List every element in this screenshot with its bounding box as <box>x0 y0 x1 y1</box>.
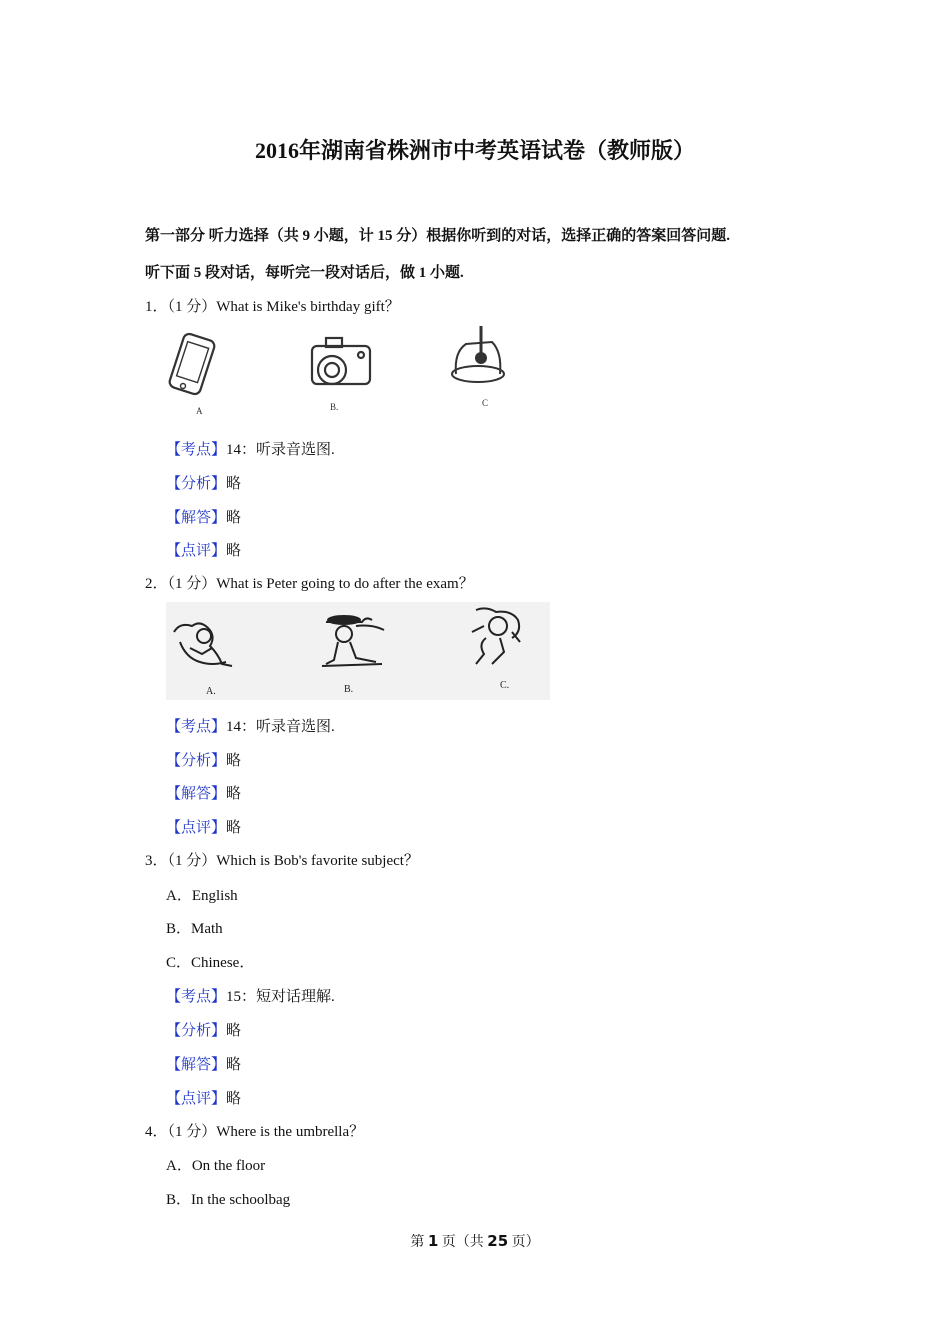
page-number: 1 <box>427 1232 439 1250</box>
jieda-row <box>166 782 241 803</box>
kaodian-row <box>166 438 335 459</box>
option-a: A．On the floor <box>166 1158 266 1174</box>
jieda-row <box>166 1053 241 1074</box>
dianping-text: 略 <box>226 820 242 836</box>
camera-icon <box>312 338 370 384</box>
question-text: （1 分）What is Peter going to do after the exam？ <box>167 576 474 592</box>
question-number: 1． <box>145 299 168 315</box>
question-1 <box>145 295 400 316</box>
option-label: C <box>482 398 489 408</box>
tag-kaodian: 【考点】 <box>166 719 227 735</box>
fenxi-text: 略 <box>226 476 242 492</box>
toy-icon <box>452 326 504 382</box>
fenxi-text: 略 <box>226 1023 242 1039</box>
tag-kaodian: 【考点】 <box>166 989 227 1005</box>
dianping-row <box>166 539 241 560</box>
option-c: C．Chinese． <box>166 955 255 971</box>
question-2-picture <box>166 602 550 700</box>
phone-icon <box>168 332 216 395</box>
option-a: A．English <box>166 888 238 904</box>
fenxi-row <box>166 472 241 493</box>
tag-kaodian: 【考点】 <box>166 442 227 458</box>
tag-jieda: 【解答】 <box>166 786 227 802</box>
dianping-row <box>166 816 241 837</box>
tag-fenxi: 【分析】 <box>166 476 227 492</box>
question-4 <box>145 1120 364 1141</box>
question-text: （1 分）Which is Bob's favorite subject？ <box>167 853 419 869</box>
footer-prefix: 第 <box>410 1235 428 1250</box>
section-heading: 第一部分 听力选择（共 9 小题，计 15 分）根据你听到的对话，选择正确的答案回答问题. <box>145 228 731 244</box>
kaodian-text: 15：短对话理解. <box>226 989 335 1005</box>
dianping-text: 略 <box>226 1091 242 1107</box>
tag-dianping: 【点评】 <box>166 543 227 559</box>
kaodian-text: 14：听录音选图. <box>226 719 335 735</box>
jieda-text: 略 <box>226 1057 242 1073</box>
option-label: A. <box>206 686 216 697</box>
option-label: C. <box>500 680 510 691</box>
jieda-text: 略 <box>226 786 242 802</box>
option-label: B. <box>344 684 354 695</box>
option-b: B．Math <box>166 921 223 937</box>
question-2-images <box>166 602 550 700</box>
option-b: B．In the schoolbag <box>166 1192 291 1208</box>
fenxi-row <box>166 1019 241 1040</box>
question-2 <box>145 572 474 593</box>
page-total: 25 <box>487 1232 509 1250</box>
dianping-row <box>166 1087 241 1108</box>
fenxi-row <box>166 749 241 770</box>
kaodian-row <box>166 985 335 1006</box>
question-number: 3． <box>145 853 168 869</box>
tag-fenxi: 【分析】 <box>166 753 227 769</box>
tag-dianping: 【点评】 <box>166 820 227 836</box>
question-text: （1 分）What is Mike's birthday gift？ <box>167 299 400 315</box>
dianping-text: 略 <box>226 543 242 559</box>
footer-suffix: 页） <box>508 1235 540 1250</box>
tag-jieda: 【解答】 <box>166 510 227 526</box>
page-title: 2016年湖南省株洲市中考英语试卷（教师版） <box>254 138 695 163</box>
kaodian-text: 14：听录音选图. <box>226 442 335 458</box>
person-dancing-icon <box>472 608 520 664</box>
question-3 <box>145 849 419 870</box>
tag-dianping: 【点评】 <box>166 1091 227 1107</box>
option-label: A <box>196 406 203 416</box>
person-cowboy-icon <box>322 616 384 666</box>
jieda-row <box>166 506 241 527</box>
option-label: B. <box>330 402 339 412</box>
question-text: （1 分）Where is the umbrella？ <box>167 1124 365 1140</box>
question-1-images <box>166 322 546 416</box>
tag-fenxi: 【分析】 <box>166 1023 227 1039</box>
footer-middle: 页（共 <box>438 1235 488 1250</box>
section-subheading: 听下面 5 段对话，每听完一段对话后，做 1 小题. <box>145 265 464 281</box>
page-footer <box>0 1231 950 1251</box>
kaodian-row <box>166 715 335 736</box>
question-1-picture <box>166 322 546 416</box>
fenxi-text: 略 <box>226 753 242 769</box>
person-reading-icon <box>174 623 232 666</box>
question-number: 2． <box>145 576 168 592</box>
jieda-text: 略 <box>226 510 242 526</box>
tag-jieda: 【解答】 <box>166 1057 227 1073</box>
question-number: 4． <box>145 1124 168 1140</box>
